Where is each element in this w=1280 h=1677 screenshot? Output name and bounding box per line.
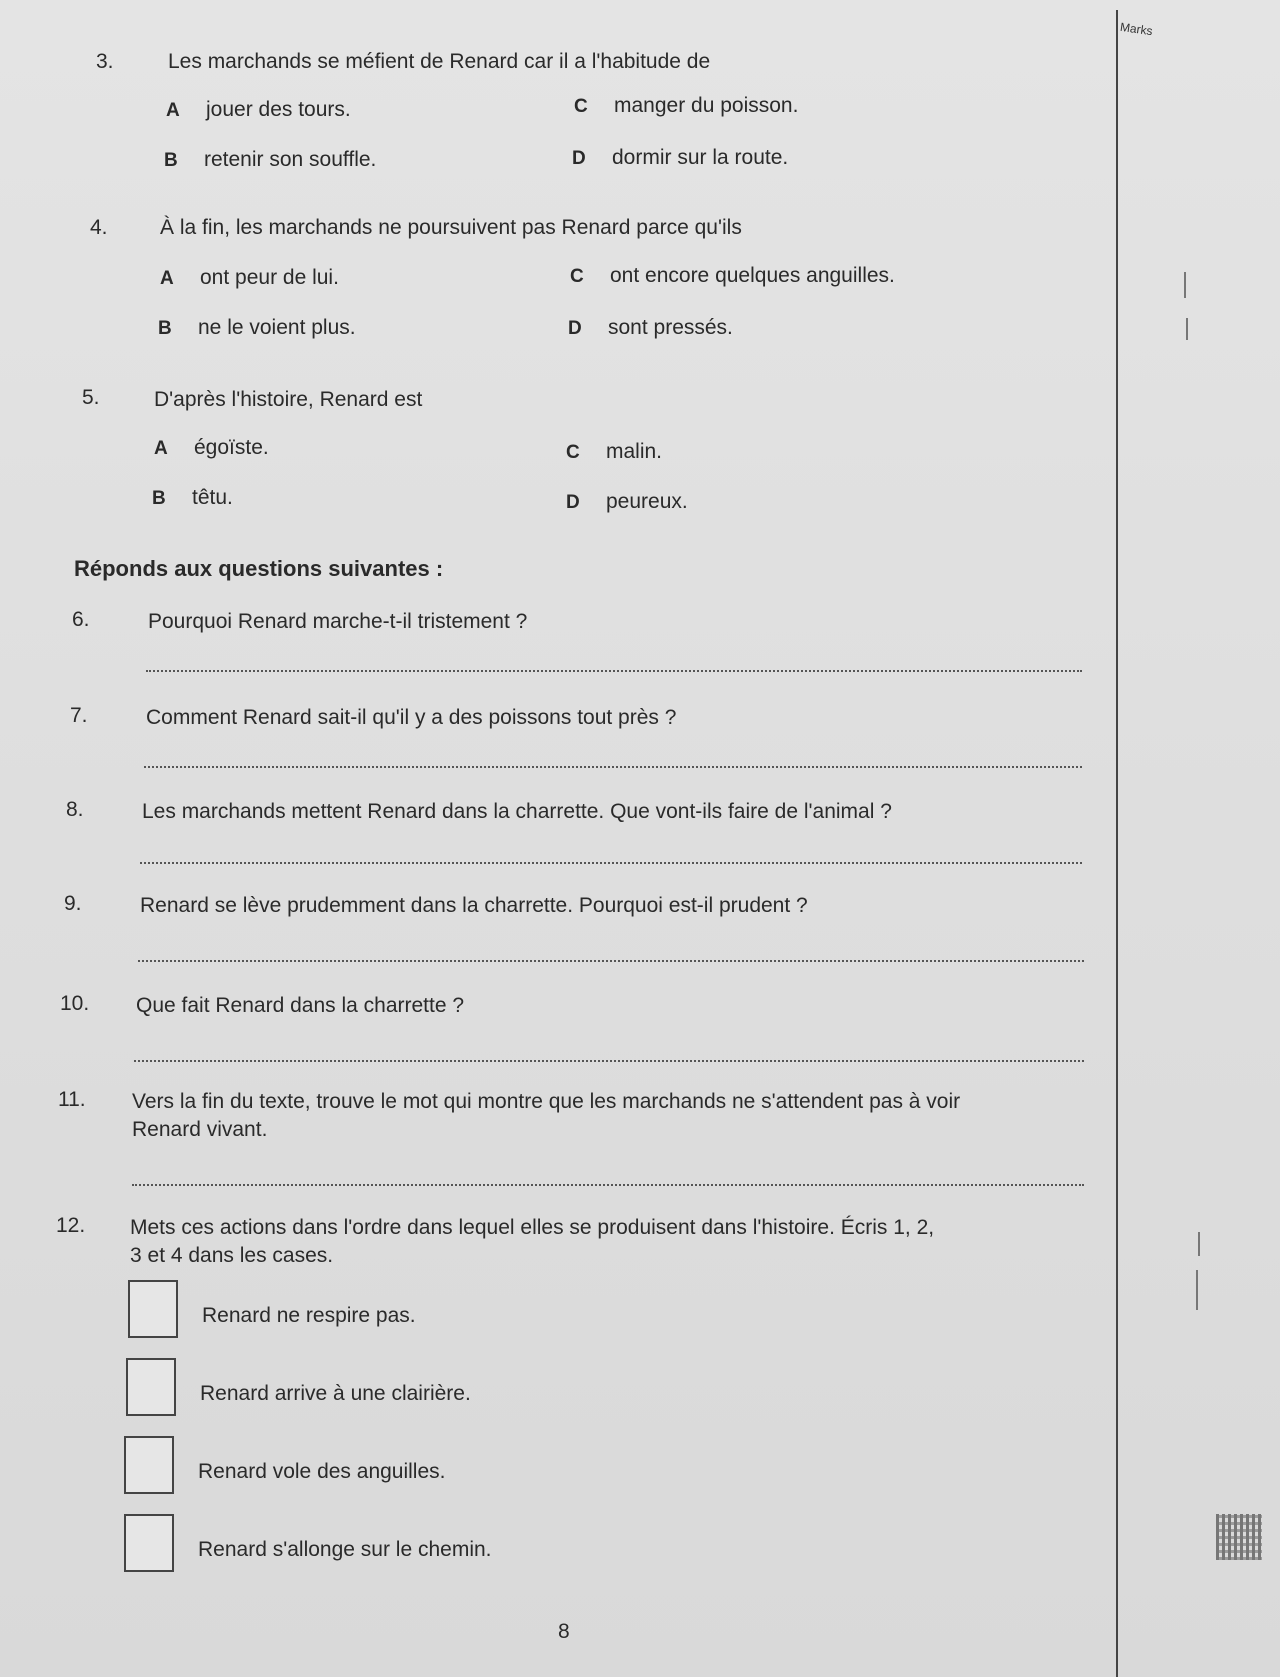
instruction-line-1: Mets ces actions dans l'ordre dans lequel elles se produisent dans l'histoire. Écris 1, 2, [130, 1216, 935, 1239]
answer-line[interactable] [132, 1184, 1084, 1186]
question-text: Pourquoi Renard marche-t-il tristement ? [148, 610, 528, 633]
qr-code-icon [1216, 1514, 1262, 1560]
option-d[interactable]: D sont pressés. [568, 316, 733, 339]
question-number: 8. [66, 798, 84, 821]
answer-line[interactable] [140, 862, 1082, 864]
question-number: 10. [60, 992, 90, 1015]
question-text [130, 1214, 1110, 1270]
question-number: 5. [82, 386, 100, 409]
option-c[interactable]: C manger du poisson. [574, 94, 799, 117]
option-c[interactable]: C malin. [566, 440, 663, 463]
order-answer-box[interactable] [124, 1514, 174, 1572]
section-title: Réponds aux questions suivantes : [74, 556, 444, 581]
question-text-line-2: Renard vivant. [132, 1118, 268, 1141]
question-text: Les marchands mettent Renard dans la charrette. Que vont-ils faire de l'animal ? [142, 800, 892, 823]
option-b[interactable]: B têtu. [152, 486, 233, 509]
order-answer-box[interactable] [124, 1436, 174, 1494]
order-item-label: Renard vole des anguilles. [198, 1460, 446, 1483]
question-text: À la fin, les marchands ne poursuivent pas Renard parce qu'ils [160, 216, 742, 239]
mark-tick [1186, 318, 1188, 340]
order-item-label: Renard s'allonge sur le chemin. [198, 1538, 492, 1561]
question-number: 11. [58, 1088, 86, 1111]
mark-tick [1184, 272, 1186, 298]
option-b[interactable]: B retenir son souffle. [164, 148, 377, 171]
question-number: 6. [72, 608, 90, 631]
question-text: Comment Renard sait-il qu'il y a des poissons tout près ? [146, 706, 677, 729]
option-c[interactable]: C ont encore quelques anguilles. [570, 264, 895, 287]
order-answer-box[interactable] [126, 1358, 176, 1416]
order-item-label: Renard arrive à une clairière. [200, 1382, 471, 1405]
instruction-line-2: 3 et 4 dans les cases. [130, 1244, 334, 1267]
question-text: D'après l'histoire, Renard est [154, 388, 423, 411]
mark-tick [1196, 1270, 1198, 1310]
question-text: Renard se lève prudemment dans la charrette. Pourquoi est-il prudent ? [140, 894, 808, 917]
question-text: Que fait Renard dans la charrette ? [136, 994, 465, 1017]
question-number: 4. [90, 216, 108, 239]
option-a[interactable]: A égoïste. [154, 436, 269, 459]
question-number: 9. [64, 892, 82, 915]
question-text: Les marchands se méfient de Renard car il a l'habitude de [168, 50, 711, 73]
mark-tick [1198, 1232, 1200, 1256]
question-text-line-1: Vers la fin du texte, trouve le mot qui montre que les marchands ne s'attendent pas à voir [132, 1090, 961, 1113]
question-number: 3. [96, 50, 114, 73]
order-answer-box[interactable] [128, 1280, 178, 1338]
option-d[interactable]: D peureux. [566, 490, 688, 513]
question-text [132, 1088, 1112, 1144]
question-number: 7. [70, 704, 88, 727]
answer-line[interactable] [146, 670, 1082, 672]
option-d[interactable]: D dormir sur la route. [572, 146, 789, 169]
marks-column-divider [1116, 10, 1118, 1677]
question-number: 12. [56, 1214, 86, 1237]
marks-label: Marks [1119, 19, 1154, 39]
answer-line[interactable] [144, 766, 1082, 768]
option-a[interactable]: A ont peur de lui. [160, 266, 339, 289]
page-number: 8 [558, 1620, 570, 1643]
option-a[interactable]: A jouer des tours. [166, 98, 351, 121]
option-b[interactable]: B ne le voient plus. [158, 316, 356, 339]
answer-line[interactable] [134, 1060, 1084, 1062]
answer-line[interactable] [138, 960, 1084, 962]
order-item-label: Renard ne respire pas. [202, 1304, 416, 1327]
